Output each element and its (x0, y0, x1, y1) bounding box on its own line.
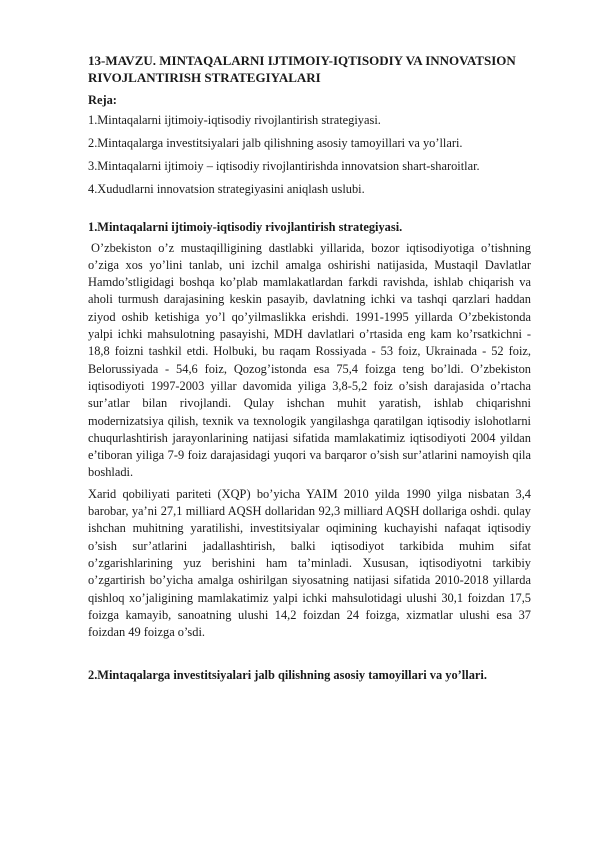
plan-item: 3.Mintaqalarni ijtimoiy – iqtisodiy rivojlantirishda innovatsion shart-sharoitlar. (88, 159, 480, 174)
section-2-heading: 2.Mintaqalarga investitsiyalari jalb qilishning asosiy tamoyillari va yo’llari. (88, 668, 487, 683)
plan-list (88, 112, 531, 198)
plan-heading: Reja: (88, 93, 117, 107)
section-1-heading: 1.Mintaqalarni ijtimoiy-iqtisodiy rivojlantirish strategiyasi. (88, 220, 403, 235)
plan-item: 2.Mintaqalarga investitsiyalari jalb qilishning asosiy tamoyillari va yo’llari. (88, 136, 463, 151)
plan-item: 1.Mintaqalarni ijtimoiy-iqtisodiy rivojlantirish strategiyasi. (88, 113, 381, 128)
paragraph-1: O’zbekiston o’z mustaqilligining dastlabki yillarida, bozor iqtisodiyotiga o’tishning o’ziga xos yo’lini tanlab, uni izchil amalga oshirishi natijasida, Mustaqil Davlatlar Hamdo’stligidagi boshqa ko’plab mamlakatlardan farkdi ravishda, ishlab chiqarish va aholi turmush darajasining keskin pasayib, davlatning ichki va tashqi qarzlari haddan ziyod oshib ketishiga yo’l qo’yilmaslikka erishdi. 1991-1995 yillarda O’zbekistonda yalpi ichki mahsulotning pasayishi, MDH davlatlari o’rtasida eng kam ko’rsatkichni - 18,8 foizni tashkil etdi. Holbuki, bu raqam Rossiyada - 53 foiz, Ukrainada - 52 foiz, Belorussiyada - 54,6 foiz, Qozog’istonda esa 75,4 foizga teng bo’ldi. O’zbekiston iqtisodiyoti 1997-2003 yillar davomida yiliga 3,8-5,2 foiz o’sish darajasida o’rtacha sur’atlar bilan rivojlandi. Qulay ishchan muhit yaratish, ishlab chiqarishni modernizatsiya qilish, texnik va texnologik yangilashga qaratilgan iqtisodiy islohotlarni chuqurlashtirish jarayonlarining natijasi sifatida mamlakatimiz iqtisodiyoti 2004 yildan e’tiboran yiliga 7-9 foiz darajasidagi yuqori va barqaror o’sish sur’atlarini namoyish qila boshladi. (88, 240, 531, 480)
document-title: 13-MAVZU. MINTAQALARNI IJTIMOIY-IQTISODIY VA INNOVATSION RIVOJLANTIRISH STRATEGIYALARI (88, 53, 516, 85)
document-page (88, 52, 531, 685)
paragraph-2: Xarid qobiliyati pariteti (XQP) bo’yicha YAIM 2010 yilda 1990 yilga nisbatan 3,4 barobar, ya’ni 27,1 milliard AQSH dollaridan 92,3 milliard AQSH dollariga oshdi. qulay ishchan muhitning yaratilishi, investitsiyalar oqimining kuchayishi nafaqat iqtisodiy o’sish sur’atlarini jadallashtirish, balki iqtisodiyot tarkibida muhim sifat o’zgarishlarining yuz berishini ham ta’minladi. Xususan, iqtisodiyotni tarkibiy o’zgartirish bo’yicha amalga oshirilgan siyosatning natijasi sifatida 2010-2018 yillarda qishloq xo’jaligining mamlakatimiz yalpi ichki mahsulotidagi ulushi 30,1 foizdan 17,5 foizga kamayib, sanoatning ulushi 14,2 foizdan 24 foizga, xizmatlar ulushi esa 37 foizdan 49 foizga o’sdi. (88, 486, 531, 640)
plan-item: 4.Xududlarni innovatsion strategiyasini aniqlash uslubi. (88, 181, 365, 196)
